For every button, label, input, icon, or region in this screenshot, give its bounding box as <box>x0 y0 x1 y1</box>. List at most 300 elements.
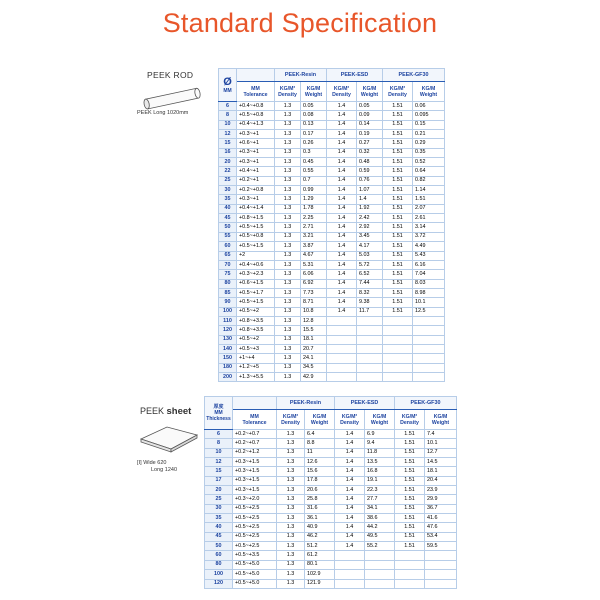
rod-cell: 40 <box>219 204 237 213</box>
rod-cell <box>357 363 383 372</box>
rod-cell: 1.51 <box>383 232 413 241</box>
rod-cell: 3.14 <box>413 223 445 232</box>
rod-cell: 15 <box>219 139 237 148</box>
sheet-cell: 7.4 <box>425 430 457 439</box>
rod-table-row <box>219 354 445 363</box>
sheet-cell: 49.5 <box>365 532 395 541</box>
rod-section-label: PEEK ROD <box>147 70 194 80</box>
sheet-cell: +0.3~+1.5 <box>233 458 277 467</box>
sheet-cell: 6.4 <box>305 430 335 439</box>
rod-cell <box>413 335 445 344</box>
sheet-cell: 36.7 <box>425 504 457 513</box>
rod-cell: 70 <box>219 260 237 269</box>
rod-group-esd: PEEK-ESD <box>327 69 383 82</box>
rod-cell: 34.5 <box>301 363 327 372</box>
rod-cell: 55 <box>219 232 237 241</box>
rod-cell <box>413 316 445 325</box>
sheet-cell: 1.51 <box>395 532 425 541</box>
rod-cell: 1.4 <box>327 242 357 251</box>
sheet-cell <box>365 560 395 569</box>
sheet-cell: 1.51 <box>395 514 425 523</box>
sheet-cell: 1.3 <box>277 532 305 541</box>
rod-cell: 0.48 <box>357 158 383 167</box>
rod-cell: 1.3 <box>275 120 301 129</box>
rod-cell: +1.3~+5.5 <box>237 372 275 381</box>
rod-cell: 30 <box>219 186 237 195</box>
sheet-cell: +0.3~+1.5 <box>233 476 277 485</box>
rod-table-row <box>219 148 445 157</box>
rod-cell: 15.5 <box>301 326 327 335</box>
rod-table-row <box>219 176 445 185</box>
rod-cell: 1.14 <box>413 186 445 195</box>
sheet-cell: 22.3 <box>365 486 395 495</box>
sheet-cell: 41.6 <box>425 514 457 523</box>
sheet-cell: 12.6 <box>305 458 335 467</box>
rod-cell: 0.35 <box>413 148 445 157</box>
sheet-cell: 47.6 <box>425 523 457 532</box>
sheet-table-row <box>205 579 457 588</box>
rod-cell <box>327 335 357 344</box>
sheet-cell: 1.3 <box>277 504 305 513</box>
rod-cell: 1.92 <box>357 204 383 213</box>
sheet-cell: 1.51 <box>395 439 425 448</box>
rod-table-row <box>219 139 445 148</box>
rod-cell <box>413 354 445 363</box>
rod-cell: 0.82 <box>413 176 445 185</box>
sheet-group-header-row <box>205 397 457 410</box>
rod-cell: 180 <box>219 363 237 372</box>
rod-cell: 45 <box>219 214 237 223</box>
rod-cell: 8 <box>219 111 237 120</box>
rod-cell: 150 <box>219 354 237 363</box>
sheet-cell: 1.3 <box>277 560 305 569</box>
rod-cell: 1.3 <box>275 270 301 279</box>
rod-cell: 10.1 <box>413 298 445 307</box>
sheet-cell: 1.3 <box>277 467 305 476</box>
sheet-density-header: KG/M³ Density <box>395 410 425 430</box>
rod-table-row <box>219 130 445 139</box>
rod-cell <box>357 335 383 344</box>
rod-weight-header: KG/M Weight <box>301 82 327 102</box>
rod-cell: 2.61 <box>413 214 445 223</box>
sheet-cell: 10.1 <box>425 439 457 448</box>
rod-cell: 120 <box>219 326 237 335</box>
rod-cell: 12 <box>219 130 237 139</box>
sheet-cell <box>395 570 425 579</box>
rod-cell: 1.3 <box>275 335 301 344</box>
sheet-cell: 1.3 <box>277 551 305 560</box>
sheet-weight-header: KG/M Weight <box>365 410 395 430</box>
rod-cell: 8.03 <box>413 279 445 288</box>
rod-table-row <box>219 288 445 297</box>
sheet-table-row <box>205 476 457 485</box>
sheet-cell: 1.51 <box>395 448 425 457</box>
rod-cell: 4.67 <box>301 251 327 260</box>
rod-table-row <box>219 307 445 316</box>
rod-cell: 1.78 <box>301 204 327 213</box>
sheet-cell: 1.3 <box>277 579 305 588</box>
rod-cell: 11.7 <box>357 307 383 316</box>
rod-cell: 8.71 <box>301 298 327 307</box>
sheet-cell <box>425 551 457 560</box>
rod-cell: 5.72 <box>357 260 383 269</box>
rod-cell: 1.4 <box>327 279 357 288</box>
sheet-cell: 121.9 <box>305 579 335 588</box>
rod-cell: 25 <box>219 176 237 185</box>
sheet-cell: +0.3~+1.5 <box>233 486 277 495</box>
rod-cell <box>413 363 445 372</box>
sheet-group-resin: PEEK-Resin <box>277 397 335 410</box>
rod-cell: 1.4 <box>327 251 357 260</box>
rod-cell: +0.4~+1 <box>237 167 275 176</box>
sheet-cell: 60 <box>205 551 233 560</box>
sheet-cell: 1.3 <box>277 476 305 485</box>
rod-table-row <box>219 232 445 241</box>
sheet-cell: 1.4 <box>335 504 365 513</box>
rod-cell: 42.9 <box>301 372 327 381</box>
rod-cell <box>383 363 413 372</box>
rod-cell: 1.4 <box>327 158 357 167</box>
sheet-cell: 20.4 <box>425 476 457 485</box>
rod-diameter-header: Ø MM <box>219 69 237 102</box>
sheet-table-row <box>205 542 457 551</box>
sheet-cell: 25.8 <box>305 495 335 504</box>
sheet-cell <box>335 551 365 560</box>
rod-cell: +0.8~+3.5 <box>237 316 275 325</box>
rod-table-row <box>219 316 445 325</box>
sheet-density-header: KG/M³ Density <box>335 410 365 430</box>
rod-cell: 1.3 <box>275 344 301 353</box>
sheet-cell: +0.5~+2.5 <box>233 542 277 551</box>
rod-density-header: KG/M³ Density <box>275 82 301 102</box>
rod-cell: 1.3 <box>275 279 301 288</box>
sheet-cell: 35 <box>205 514 233 523</box>
rod-cell: 1.4 <box>327 260 357 269</box>
rod-cell: 1.51 <box>383 288 413 297</box>
rod-cell: 0.05 <box>357 102 383 111</box>
sheet-cell <box>365 551 395 560</box>
sheet-table-row <box>205 523 457 532</box>
rod-table-row <box>219 372 445 381</box>
rod-cell: 1.4 <box>327 307 357 316</box>
rod-cell: +0.5~+1.7 <box>237 288 275 297</box>
sheet-table-row <box>205 514 457 523</box>
sheet-table-row <box>205 570 457 579</box>
rod-cell <box>327 326 357 335</box>
rod-cell: 2.92 <box>357 223 383 232</box>
sheet-cell: 1.3 <box>277 495 305 504</box>
rod-cell: 200 <box>219 372 237 381</box>
rod-cell: +0.8~+1.5 <box>237 214 275 223</box>
rod-cell: 1.3 <box>275 232 301 241</box>
rod-cell: 10 <box>219 120 237 129</box>
rod-cell: 5.31 <box>301 260 327 269</box>
rod-cell <box>383 335 413 344</box>
rod-cell <box>383 316 413 325</box>
sheet-sub-header-row <box>205 410 457 430</box>
rod-cell: 16 <box>219 148 237 157</box>
rod-cell: 1.3 <box>275 195 301 204</box>
sheet-cell: 1.3 <box>277 458 305 467</box>
rod-cell: 35 <box>219 195 237 204</box>
sheet-cell <box>425 570 457 579</box>
rod-cell: 1.51 <box>383 120 413 129</box>
rod-cell <box>327 363 357 372</box>
sheet-cell: 27.7 <box>365 495 395 504</box>
sheet-table-row <box>205 448 457 457</box>
sheet-cell: 1.4 <box>335 476 365 485</box>
sheet-cell: 1.4 <box>335 486 365 495</box>
sheet-cell: 80.1 <box>305 560 335 569</box>
sheet-spec-table <box>204 396 457 589</box>
rod-cell: 7.04 <box>413 270 445 279</box>
rod-cell: 1.51 <box>383 260 413 269</box>
rod-table-row <box>219 242 445 251</box>
rod-cell: 0.17 <box>301 130 327 139</box>
sheet-cell: +0.5~+2.5 <box>233 514 277 523</box>
sheet-table-row <box>205 467 457 476</box>
sheet-cell: 30 <box>205 504 233 513</box>
sheet-cell: 15.6 <box>305 467 335 476</box>
rod-cell: 1.4 <box>357 195 383 204</box>
sheet-cell: 17.8 <box>305 476 335 485</box>
sheet-cell: +0.5~+2.5 <box>233 504 277 513</box>
rod-table-row <box>219 186 445 195</box>
rod-cell: 0.09 <box>357 111 383 120</box>
rod-cell: 4.17 <box>357 242 383 251</box>
rod-cell <box>357 326 383 335</box>
rod-density-header: KG/M³ Density <box>383 82 413 102</box>
rod-caption: PEEK Long 1020mm <box>137 110 189 116</box>
sheet-cell: 1.4 <box>335 430 365 439</box>
sheet-cell: 1.4 <box>335 523 365 532</box>
sheet-cell: 1.51 <box>395 458 425 467</box>
rod-cell: 3.72 <box>413 232 445 241</box>
rod-cell: +0.5~+3 <box>237 344 275 353</box>
rod-cell <box>357 354 383 363</box>
rod-cell: 3.21 <box>301 232 327 241</box>
sheet-cell: 13.5 <box>365 458 395 467</box>
sheet-cell: 59.5 <box>425 542 457 551</box>
rod-cell: +0.3~+1 <box>237 195 275 204</box>
sheet-cell <box>395 579 425 588</box>
rod-cell: 1.3 <box>275 102 301 111</box>
rod-cell: 1.51 <box>383 139 413 148</box>
rod-cell: 7.73 <box>301 288 327 297</box>
rod-cell: 0.29 <box>413 139 445 148</box>
sheet-table-row <box>205 504 457 513</box>
rod-cell: 1.3 <box>275 130 301 139</box>
sheet-cell: 1.4 <box>335 458 365 467</box>
rod-cell <box>357 316 383 325</box>
rod-cell: 60 <box>219 242 237 251</box>
sheet-cell: 1.3 <box>277 439 305 448</box>
rod-cell: 2.71 <box>301 223 327 232</box>
sheet-table-row <box>205 560 457 569</box>
rod-cell: 1.3 <box>275 204 301 213</box>
sheet-cell: 20.6 <box>305 486 335 495</box>
sheet-cell: 8.8 <box>305 439 335 448</box>
sheet-cell: 34.1 <box>365 504 395 513</box>
rod-cell <box>327 354 357 363</box>
rod-cell: 75 <box>219 270 237 279</box>
rod-cell: 0.13 <box>301 120 327 129</box>
rod-cell: 18.1 <box>301 335 327 344</box>
rod-cell: 1.3 <box>275 251 301 260</box>
rod-cell: +2 <box>237 251 275 260</box>
rod-sub-header-row <box>219 82 445 102</box>
rod-cell: 0.095 <box>413 111 445 120</box>
sheet-cell: 51.2 <box>305 542 335 551</box>
rod-cell: 1.3 <box>275 316 301 325</box>
rod-cell: 1.3 <box>275 372 301 381</box>
rod-cell: 1.4 <box>327 270 357 279</box>
rod-cell: +0.5~+2 <box>237 307 275 316</box>
rod-cell: 12.5 <box>413 307 445 316</box>
rod-cell: 1.3 <box>275 298 301 307</box>
sheet-cell: 1.51 <box>395 495 425 504</box>
rod-cell: 0.55 <box>301 167 327 176</box>
sheet-cell: +0.3~+2.0 <box>233 495 277 504</box>
rod-cell: 1.51 <box>383 158 413 167</box>
rod-cell: 1.3 <box>275 288 301 297</box>
sheet-section-label: PEEK sheet <box>140 406 192 417</box>
rod-cell: 1.3 <box>275 111 301 120</box>
sheet-cell: 14.5 <box>425 458 457 467</box>
rod-table-row <box>219 204 445 213</box>
sheet-cell: 1.4 <box>335 532 365 541</box>
rod-cell: 1.51 <box>383 176 413 185</box>
sheet-cell: 12.7 <box>425 448 457 457</box>
sheet-cell: 80 <box>205 560 233 569</box>
rod-table-row <box>219 195 445 204</box>
sheet-cell <box>395 560 425 569</box>
sheet-cell: 6 <box>205 430 233 439</box>
rod-cell: 110 <box>219 316 237 325</box>
rod-cell: 1.51 <box>383 148 413 157</box>
rod-cell: 1.51 <box>383 307 413 316</box>
sheet-cell: 11 <box>305 448 335 457</box>
rod-cell: 0.32 <box>357 148 383 157</box>
sheet-cell: 38.6 <box>365 514 395 523</box>
sheet-cell: 45 <box>205 532 233 541</box>
rod-cell: +0.3~+2.3 <box>237 270 275 279</box>
rod-cell: 1.51 <box>383 186 413 195</box>
rod-cell: 0.05 <box>301 102 327 111</box>
rod-table-row <box>219 251 445 260</box>
rod-cell: 1.4 <box>327 167 357 176</box>
sheet-cell: 8 <box>205 439 233 448</box>
rod-cell: 0.3 <box>301 148 327 157</box>
rod-cell: 1.4 <box>327 195 357 204</box>
rod-table-row <box>219 270 445 279</box>
sheet-cell: 12 <box>205 458 233 467</box>
rod-cell: 1.51 <box>383 270 413 279</box>
rod-cell: 5.03 <box>357 251 383 260</box>
sheet-cell: +0.3~+1.5 <box>233 467 277 476</box>
rod-cell: 8.98 <box>413 288 445 297</box>
sheet-cell: 6.9 <box>365 430 395 439</box>
rod-cell: 0.64 <box>413 167 445 176</box>
sheet-table-row <box>205 430 457 439</box>
sheet-cell: 1.3 <box>277 542 305 551</box>
sheet-cell: 16.8 <box>365 467 395 476</box>
rod-cylinder-icon <box>140 84 210 112</box>
rod-cell: 1.3 <box>275 260 301 269</box>
rod-cell: 0.08 <box>301 111 327 120</box>
sheet-cell: 20 <box>205 486 233 495</box>
rod-cell: 1.51 <box>383 195 413 204</box>
rod-cell: 20.7 <box>301 344 327 353</box>
rod-cell: 0.99 <box>301 186 327 195</box>
rod-cell: 1.4 <box>327 130 357 139</box>
sheet-cell <box>335 560 365 569</box>
rod-cell: 4.49 <box>413 242 445 251</box>
rod-cell <box>327 372 357 381</box>
rod-cell: +0.3~+1 <box>237 130 275 139</box>
sheet-caption: [Ⅰ] Wide 620 Long 1240 <box>137 460 177 473</box>
sheet-group-esd: PEEK-ESD <box>335 397 395 410</box>
rod-cell: 0.59 <box>357 167 383 176</box>
rod-cell <box>383 326 413 335</box>
sheet-cell: 102.9 <box>305 570 335 579</box>
rod-cell: 100 <box>219 307 237 316</box>
rod-cell: 10.8 <box>301 307 327 316</box>
rod-cell: 50 <box>219 223 237 232</box>
rod-table-row <box>219 260 445 269</box>
rod-cell: 6.92 <box>301 279 327 288</box>
sheet-cell: 25 <box>205 495 233 504</box>
sheet-cell: 15 <box>205 467 233 476</box>
rod-cell: 0.15 <box>413 120 445 129</box>
sheet-cell: 9.4 <box>365 439 395 448</box>
rod-cell: 1.3 <box>275 354 301 363</box>
rod-cell <box>413 344 445 353</box>
rod-cell <box>383 354 413 363</box>
rod-cell: 1.4 <box>327 204 357 213</box>
sheet-density-header: KG/M³ Density <box>277 410 305 430</box>
rod-cell: 9.38 <box>357 298 383 307</box>
rod-cell: 1.4 <box>327 288 357 297</box>
rod-table-row <box>219 158 445 167</box>
rod-table-row <box>219 363 445 372</box>
rod-cell: +0.3~+1 <box>237 158 275 167</box>
rod-cell: 6 <box>219 102 237 111</box>
rod-cell: 6.16 <box>413 260 445 269</box>
rod-cell: 1.4 <box>327 148 357 157</box>
sheet-cell: 1.4 <box>335 495 365 504</box>
rod-cell: 1.3 <box>275 223 301 232</box>
rod-cell: 0.76 <box>357 176 383 185</box>
rod-cell: +0.5~+0.8 <box>237 111 275 120</box>
rod-cell <box>383 372 413 381</box>
sheet-cell <box>425 560 457 569</box>
sheet-plate-icon <box>137 421 201 455</box>
rod-cell: +0.6~+1.5 <box>237 279 275 288</box>
rod-cell: 22 <box>219 167 237 176</box>
rod-cell: 1.4 <box>327 214 357 223</box>
rod-cell: 1.3 <box>275 176 301 185</box>
rod-cell: 1.51 <box>383 279 413 288</box>
sheet-cell: 1.4 <box>335 514 365 523</box>
rod-cell: 1.3 <box>275 326 301 335</box>
sheet-cell: 55.2 <box>365 542 395 551</box>
rod-table-row <box>219 279 445 288</box>
sheet-cell: 120 <box>205 579 233 588</box>
sheet-cell: 1.51 <box>395 476 425 485</box>
rod-table-row <box>219 120 445 129</box>
sheet-cell: 1.4 <box>335 467 365 476</box>
